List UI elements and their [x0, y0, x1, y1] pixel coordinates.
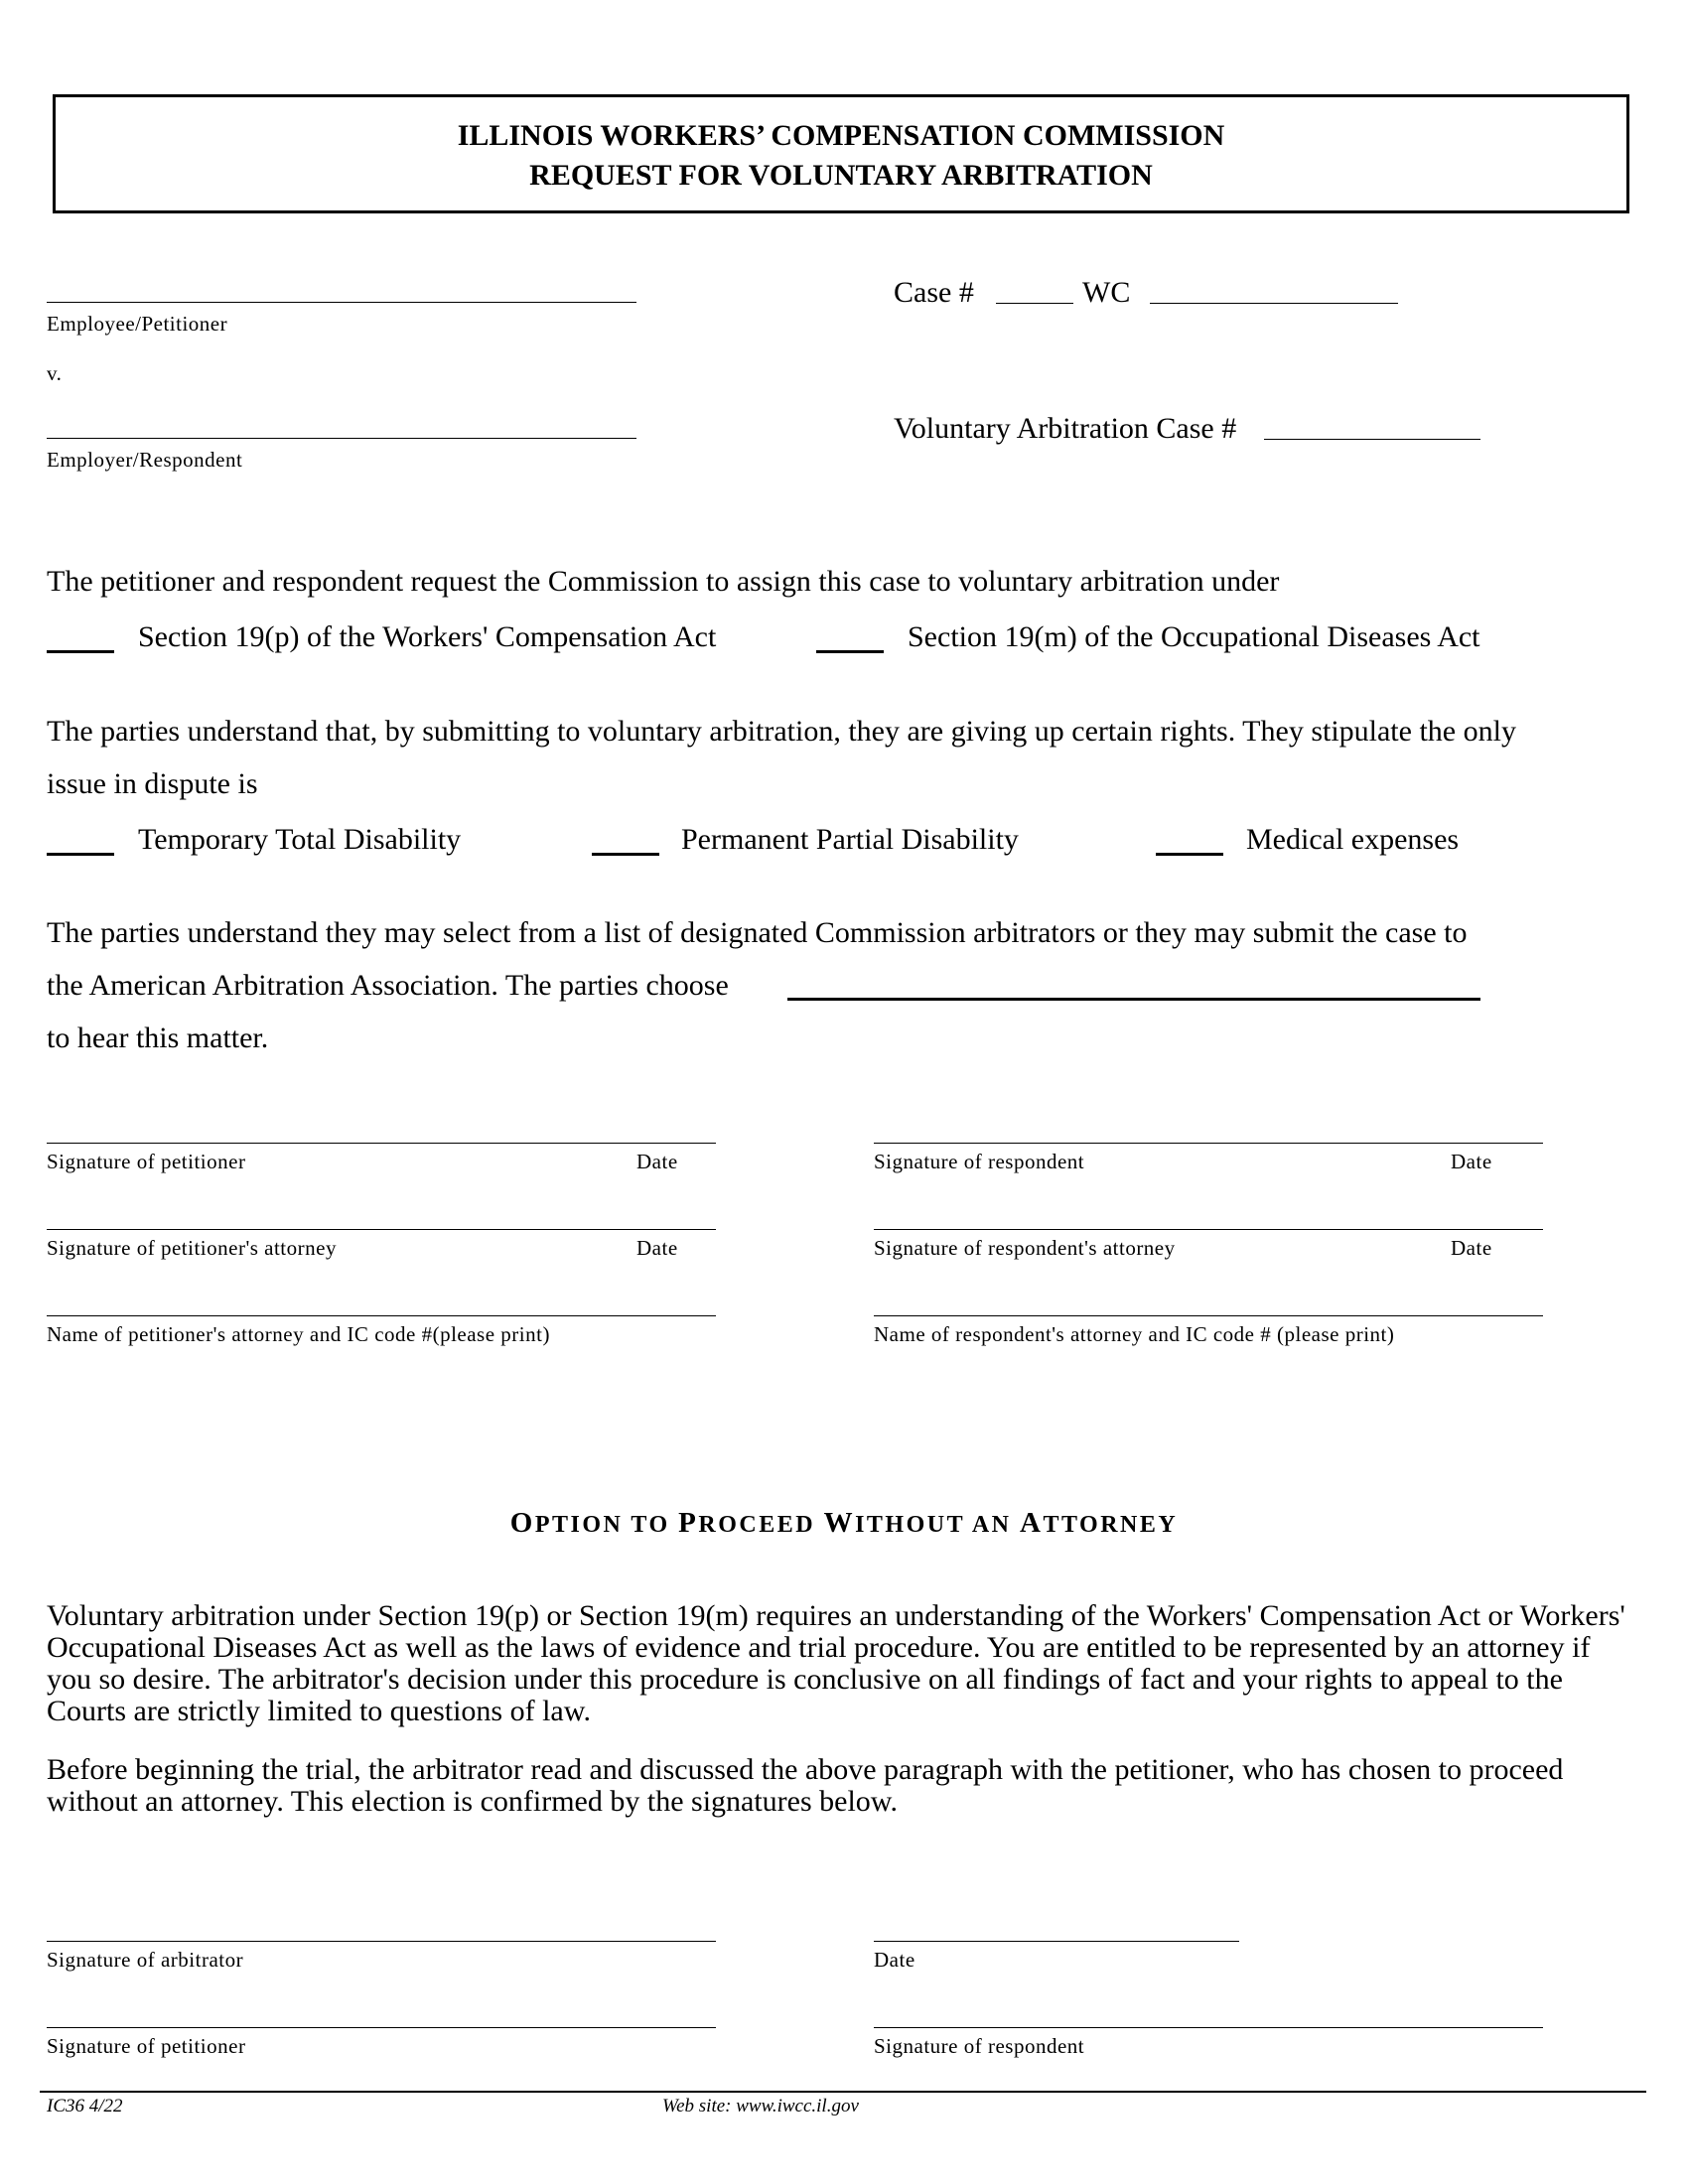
employer-name-field[interactable]: [47, 438, 636, 439]
respondent-attorney-name-line[interactable]: [874, 1315, 1543, 1316]
title-cap-a: A: [1020, 1507, 1044, 1539]
case-year-field[interactable]: [996, 303, 1073, 304]
ttd-blank[interactable]: [47, 853, 114, 856]
option-petitioner-signature-line[interactable]: [47, 2027, 716, 2028]
option-date-label: Date: [874, 1948, 915, 1972]
respondent-signature-label: Signature of respondent: [874, 1150, 1085, 1173]
petitioner-date-label: Date: [636, 1150, 678, 1173]
arbitrator-signature-label: Signature of arbitrator: [47, 1948, 244, 1972]
footer-rule: [40, 2091, 1646, 2093]
case-number-label: Case #: [894, 276, 974, 309]
option-od-blank[interactable]: [816, 650, 884, 653]
option-wc-label: Section 19(p) of the Workers' Compensation Act: [138, 620, 717, 653]
choice-line2: the American Arbitration Association. The parties choose: [47, 969, 729, 1002]
medical-blank[interactable]: [1156, 853, 1223, 856]
title-cap-w: W: [823, 1507, 856, 1539]
footer-form-code: IC36 4/22: [47, 2096, 123, 2116]
respondent-date-label: Date: [1451, 1150, 1492, 1173]
option-paragraph-2: Before beginning the trial, the arbitrator read and discussed the above paragraph with the petitioner, who has chosen to proceed without an attorney. This election is confirmed by the signatures below.: [47, 1753, 1564, 1818]
respondent-attorney-signature-label: Signature of respondent's attorney: [874, 1236, 1176, 1260]
title-cap-o: O: [509, 1507, 535, 1539]
voluntary-case-label: Voluntary Arbitration Case #: [894, 412, 1237, 445]
wc-number-field[interactable]: [1150, 303, 1398, 304]
header-box: [53, 94, 1629, 213]
agency-title: ILLINOIS WORKERS’ COMPENSATION COMMISSION: [457, 119, 1225, 152]
request-intro: The petitioner and respondent request the Commission to assign this case to voluntary arbitration under: [47, 565, 1280, 598]
ppd-blank[interactable]: [592, 853, 659, 856]
respondent-attorney-date-label: Date: [1451, 1236, 1492, 1260]
option-date-line[interactable]: [874, 1941, 1239, 1942]
form-title: REQUEST FOR VOLUNTARY ARBITRATION: [529, 159, 1153, 192]
issues-intro-line1: The parties understand that, by submitting to voluntary arbitration, they are giving up certain rights. They stipulate the only: [47, 715, 1516, 748]
option-respondent-signature-line[interactable]: [874, 2027, 1543, 2028]
ttd-label: Temporary Total Disability: [138, 823, 462, 856]
petitioner-attorney-signature-line[interactable]: [47, 1229, 716, 1230]
employee-label: Employee/Petitioner: [47, 312, 228, 336]
petitioner-attorney-name-label: Name of petitioner's attorney and IC code #(please print): [47, 1322, 550, 1346]
title-part-5: ITHOUT AN: [855, 1512, 1020, 1538]
respondent-attorney-signature-line[interactable]: [874, 1229, 1543, 1230]
petitioner-attorney-name-line[interactable]: [47, 1315, 716, 1316]
footer-website: Web site: www.iwcc.il.gov: [662, 2096, 859, 2116]
title-cap-p: P: [678, 1507, 699, 1539]
option-respondent-signature-label: Signature of respondent: [874, 2034, 1085, 2058]
title-part-3: ROCEED: [698, 1512, 824, 1538]
versus-label: v.: [47, 361, 63, 385]
petitioner-signature-line[interactable]: [47, 1143, 716, 1144]
wc-label: WC: [1082, 276, 1131, 309]
option-petitioner-signature-label: Signature of petitioner: [47, 2034, 246, 2058]
title-part-1: PTION TO: [534, 1512, 679, 1538]
petitioner-signature-label: Signature of petitioner: [47, 1150, 246, 1173]
arbitrator-signature-line[interactable]: [47, 1941, 716, 1942]
arbitrator-choice-field[interactable]: [787, 998, 1480, 1001]
employer-label: Employer/Respondent: [47, 448, 243, 472]
petitioner-attorney-signature-label: Signature of petitioner's attorney: [47, 1236, 337, 1260]
petitioner-attorney-date-label: Date: [636, 1236, 678, 1260]
choice-line1: The parties understand they may select from a list of designated Commission arbitrators or they may submit the case to: [47, 916, 1468, 949]
respondent-signature-line[interactable]: [874, 1143, 1543, 1144]
option-section-title: [0, 1507, 1688, 1540]
employee-name-field[interactable]: [47, 302, 636, 303]
ppd-label: Permanent Partial Disability: [681, 823, 1019, 856]
issues-intro-line2: issue in dispute is: [47, 767, 258, 800]
respondent-attorney-name-label: Name of respondent's attorney and IC code # (please print): [874, 1322, 1395, 1346]
medical-label: Medical expenses: [1246, 823, 1460, 856]
option-od-label: Section 19(m) of the Occupational Diseases Act: [908, 620, 1480, 653]
choice-line3: to hear this matter.: [47, 1022, 269, 1054]
voluntary-case-field[interactable]: [1264, 439, 1480, 440]
option-paragraph-1: Voluntary arbitration under Section 19(p) or Section 19(m) requires an understanding of the Workers' Compensation Act or Workers' Occupational Diseases Act as well as the laws of evidence and trial procedure. You are entitled to be represented by an attorney if you so desire. The arbitrator's decision under this procedure is conclusive on all findings of fact and your rights to appeal to the Courts are strictly limited to questions of law.: [47, 1599, 1625, 1727]
option-wc-blank[interactable]: [47, 650, 114, 653]
title-part-7: TTORNEY: [1043, 1512, 1179, 1538]
